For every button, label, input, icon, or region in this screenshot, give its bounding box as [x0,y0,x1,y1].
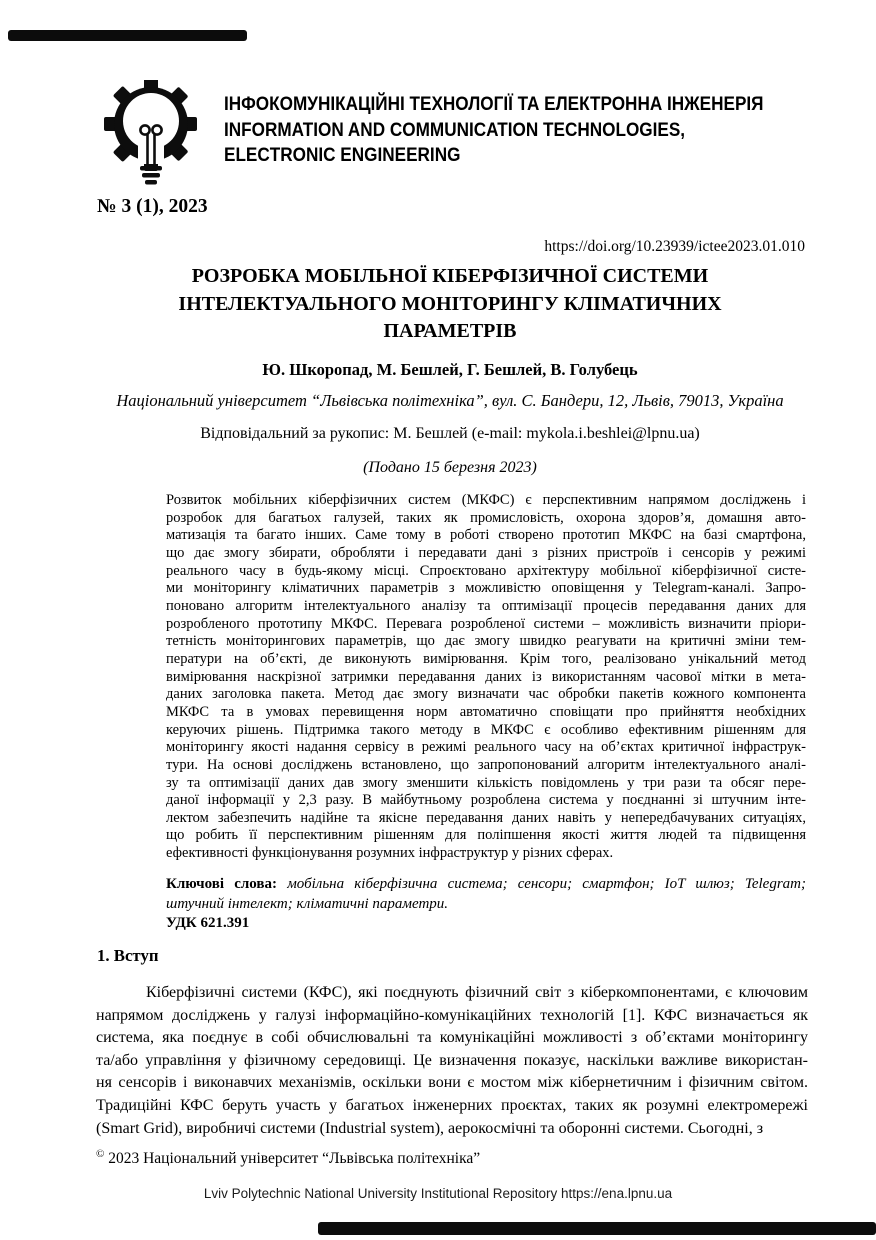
text-line: матизація та багато інших. Саме тому в роботі створено прототип МКФС на базі смартфона, [166,527,806,544]
udc-code: УДК 621.391 [166,915,250,931]
keywords-block [166,875,806,934]
correspondence-line[interactable]: Відповідальний за рукопис: М. Бешлей (e-mail: mykola.i.beshlei@lpnu.ua) [200,425,700,442]
issue-number: № 3 (1), 2023 [97,196,208,217]
copyright-text: 2023 Національний університет “Львівська політехніка” [108,1150,481,1167]
text-line: ІНТЕЛЕКТУАЛЬНОГО МОНІТОРИНГУ КЛІМАТИЧНИХ [178,292,722,315]
section-1-heading: 1. Вступ [97,946,159,965]
text-line: тури. На основі досліджень встановлено, що запропонований алгоритм інтелектуального аналі- [166,756,806,773]
article-title [60,263,840,346]
text-line: МКФС та в умовах перевищення норм автоматично сповіщати про прийняття необхідних [166,703,806,720]
journal-title-en-line2: ELECTRONIC ENGINEERING [224,144,461,166]
text-line: напрямом досліджень у галузі інформаційно-комунікаційних технологій [1]. КФС визначається як [96,1006,808,1024]
text-line: РОЗРОБКА МОБІЛЬНОЇ КІБЕРФІЗИЧНОЇ СИСТЕМИ [191,265,709,287]
text-line: Традиційні КФС беруть участь у багатьох інженерних проєктах, таких як розумні електромережі [96,1096,808,1114]
journal-title-en-line1: INFORMATION AND COMMUNICATION TECHNOLOGIES, [224,118,686,141]
text-line: даної інформації у 2,3 разу. В майбутньому розроблена система у поєднанні зі штучним інте- [166,792,806,809]
gear-lightbulb-logo-icon [104,80,198,190]
text-line: та/або управління у фізичному середовищі. Це визначення показує, наскільки важливе використан- [96,1051,808,1069]
text-line: (Smart Grid), виробничі системи (Industrial system), аерокосмічні та оборонні системи. Сьогодні, з [96,1119,764,1137]
abstract-paragraph [166,492,806,863]
text-line: тетність моніторингових параметрів, що дає змогу швидко реагувати на критичні зміни тем- [166,633,806,650]
text-line: розробок для багатьох галузей, таких як промисловість, охорона здоров’я, домашня авто- [166,509,806,526]
text-line: ми моніторингу кліматичних параметрів з можливістю оповіщення у Telegram-каналі. Запро- [166,580,806,597]
text-line: ператури на об’єкті, де виконують вимірювання. Крім того, реалізовано унікальний метод [166,650,806,667]
text-line: що робить її перспективним рішенням для поліпшення якості життя людей та підвищення [166,827,806,844]
text-line: лектом забезпечить надійне та якісне передавання даних навіть у непередбачуваних ситуаціях, [166,809,806,826]
text-line: моніторингу якості надання сервісу в режимі реального часу на об’єктах критичної інфраструк- [166,739,806,756]
text-line: що дає змогу збирати, обробляти і передавати дані з різних пристроїв і сенсорів у режимі [166,544,806,561]
doi-link[interactable]: https://doi.org/10.23939/ictee2023.01.010 [544,238,805,255]
keywords-text-line2: штучний інтелект; кліматичні параметри. [166,895,449,912]
scan-artifact-bar-top [8,30,247,41]
keywords-text-line1: мобільна кіберфізична система; сенсори; смартфон; IoT шлюз; Telegram; [287,876,806,892]
text-line: вимірювання наскрізної затримки передавання даних із використанням часової мітки в мета- [166,668,806,685]
scan-artifact-bar-bottom [318,1222,876,1235]
text-line: реального часу в будь-якому місці. Спроєктовано архітектуру мобільної кіберфізичної систе- [166,562,806,579]
text-line: ПАРАМЕТРІВ [383,320,517,342]
text-line: система, яка поєднує в собі обчислювальні та комунікаційні можливості з об’єктами моніторингу [96,1029,808,1047]
repository-footer-link[interactable]: Lviv Polytechnic National University Institutional Repository https://ena.lpnu.ua [203,1186,673,1201]
text-line: Кіберфізичні системи (КФС), які поєднують фізичний світ з кіберкомпонентами, є ключовим [146,984,808,1001]
text-line: розробленого прототипу МКФС. Перевага розробленої системи – можливість визначити пріори- [166,615,806,632]
authors-line: Ю. Шкоропад, М. Бешлей, Г. Бешлей, В. Голубець [262,360,638,379]
submitted-date-line: (Подано 15 березня 2023) [363,459,537,476]
copyright-symbol: © [96,1148,105,1160]
journal-title-uk: ІНФОКОМУНІКАЦІЙНІ ТЕХНОЛОГІЇ ТА ЕЛЕКТРОННА ІНЖЕНЕРІЯ [224,93,764,115]
affiliation-line: Національний університет “Львівська політехніка”, вул. С. Бандери, 12, Львів, 79013, Україна [116,391,784,410]
text-line: ефективності функціонування розумних інфраструктур у різних сферах. [166,845,614,862]
copyright-footnote [96,1148,480,1168]
journal-name [224,92,837,169]
text-line: Розвиток мобільних кіберфізичних систем (МКФС) є перспективним напрямом досліджень і [166,492,806,508]
keywords-line1 [166,875,806,895]
text-line: поновано алгоритм інтелектуального аналізу та оптимізації процесів передавання даних для [166,597,806,614]
text-line: зу та оптимізації даних дав змогу зменшити кількість повідомлень у три рази та обсяг пере- [166,774,806,791]
text-line: ня сенсорів і виконавчих механізмів, оскільки вони є мостом між кібернетичним і фізичним світом. [96,1074,808,1092]
text-line: даних заголовка пакета. Метод дає змогу визначати час обробки пакетів кожного компонента [166,686,806,703]
text-line: керуючих рішень. Підтримка такого методу в МКФС є особливо ефективним рішенням для [166,721,806,738]
keywords-label: Ключові слова: [166,876,278,892]
introduction-paragraph [96,982,808,1140]
